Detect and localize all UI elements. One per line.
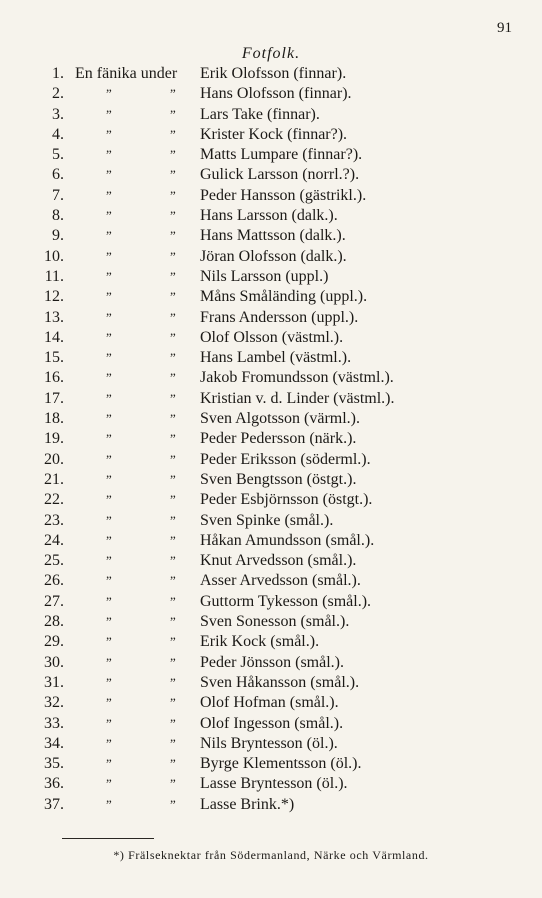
commander-name: Jakob Fromundsson (västml.). [200,369,394,387]
ditto-mark: ” [106,431,112,447]
section-heading: Fotfolk. [241,45,301,62]
row-number: 35. [44,755,64,773]
ditto-mark: ” [170,796,176,812]
commander-name: Lars Take (finnar). [200,105,320,123]
row-number: 16. [44,369,64,387]
roster-row [0,389,542,409]
roster-row [0,308,542,328]
row-number: 28. [44,613,64,631]
row-number: 22. [44,491,64,509]
ditto-mark: ” [106,309,112,325]
ditto-mark: ” [106,208,112,224]
row-number: 9. [52,227,64,245]
ditto-mark: ” [106,451,112,467]
ditto-mark: ” [170,553,176,569]
roster-list [0,64,542,815]
ditto-mark: ” [170,471,176,487]
roster-row [0,632,542,652]
roster-row [0,287,542,307]
ditto-mark: ” [106,593,112,609]
row-number: 2. [52,85,64,103]
ditto-mark: ” [106,86,112,102]
commander-name: Hans Lambel (västml.). [200,349,352,367]
ditto-mark: ” [106,187,112,203]
commander-name: Håkan Amundsson (smål.). [200,531,375,549]
ditto-mark: ” [170,106,176,122]
ditto-mark: ” [106,228,112,244]
row-number: 23. [44,511,64,529]
roster-row [0,206,542,226]
commander-name: Olof Olsson (västml.). [200,328,344,346]
row-number: 8. [52,207,64,225]
ditto-mark: ” [170,634,176,650]
row-number: 1. [52,65,64,82]
row-number: 29. [44,633,64,651]
row-number: 15. [44,349,64,367]
ditto-mark: ” [106,350,112,366]
roster-row [0,673,542,693]
roster-row [0,429,542,449]
roster-row [0,247,542,267]
roster-row [0,612,542,632]
roster-row [0,795,542,815]
row-number: 25. [44,552,64,570]
row-number: 5. [52,146,64,164]
ditto-mark: ” [170,208,176,224]
ditto-mark: ” [106,471,112,487]
page-number: 91 [497,20,512,36]
row-number: 18. [44,410,64,428]
commander-name: Asser Arvedsson (smål.). [200,572,361,590]
commander-name: Knut Arvedsson (smål.). [200,552,357,570]
row-number: 26. [44,572,64,590]
ditto-mark: ” [170,248,176,264]
ditto-mark: ” [106,553,112,569]
ditto-mark: ” [106,106,112,122]
footnote-rule [62,838,154,839]
roster-row [0,734,542,754]
ditto-mark: ” [106,674,112,690]
commander-name: Peder Hansson (gästrikl.). [200,186,367,204]
row-number: 24. [44,531,64,549]
commander-name: Erik Kock (smål.). [200,633,320,651]
roster-row [0,84,542,104]
roster-row [0,409,542,429]
ditto-mark: ” [170,695,176,711]
roster-row [0,226,542,246]
rank-text: En fänika under [75,65,178,82]
ditto-mark: ” [106,390,112,406]
row-number: 14. [44,328,64,346]
ditto-mark: ” [170,735,176,751]
roster-row [0,592,542,612]
row-number: 11. [44,267,64,285]
commander-name: Nils Larsson (uppl.) [200,267,329,285]
row-number: 32. [44,694,64,712]
ditto-mark: ” [106,695,112,711]
ditto-mark: ” [106,614,112,630]
ditto-mark: ” [170,674,176,690]
commander-name: Sven Håkansson (smål.). [200,673,360,691]
ditto-mark: ” [170,167,176,183]
ditto-mark: ” [106,329,112,345]
footnote: *) Frälseknektar från Södermanland, Närke och Värmland. [113,848,429,862]
ditto-mark: ” [170,329,176,345]
ditto-mark: ” [170,86,176,102]
row-number: 34. [44,734,64,752]
commander-name: Peder Pedersson (närk.). [200,430,357,448]
row-number: 7. [52,186,64,204]
ditto-mark: ” [106,248,112,264]
ditto-mark: ” [170,573,176,589]
commander-name: Lasse Brink.*) [200,795,295,813]
ditto-mark: ” [170,431,176,447]
ditto-mark: ” [106,715,112,731]
ditto-mark: ” [106,126,112,142]
roster-row [0,64,542,84]
row-number: 30. [44,653,64,671]
roster-row [0,328,542,348]
ditto-mark: ” [170,411,176,427]
ditto-mark: ” [170,654,176,670]
commander-name: Erik Olofsson (finnar). [200,65,347,82]
row-number: 20. [44,450,64,468]
ditto-mark: ” [106,532,112,548]
roster-row [0,267,542,287]
ditto-mark: ” [106,654,112,670]
roster-row [0,165,542,185]
roster-row [0,653,542,673]
commander-name: Nils Bryntesson (öl.). [200,734,338,752]
ditto-mark: ” [170,370,176,386]
commander-name: Guttorm Tykesson (smål.). [200,592,372,610]
commander-name: Olof Hofman (smål.). [200,694,339,712]
row-number: 4. [52,125,64,143]
ditto-mark: ” [106,268,112,284]
ditto-mark: ” [170,593,176,609]
commander-name: Byrge Klementsson (öl.). [200,755,362,773]
ditto-mark: ” [106,512,112,528]
row-number: 3. [52,105,64,123]
row-number: 37. [44,795,64,813]
commander-name: Peder Eriksson (söderml.). [200,450,371,468]
row-number: 31. [44,673,64,691]
roster-row [0,105,542,125]
row-number: 33. [44,714,64,732]
ditto-mark: ” [106,370,112,386]
commander-name: Matts Lumpare (finnar?). [200,146,363,164]
ditto-mark: ” [106,289,112,305]
commander-name: Olof Ingesson (smål.). [200,714,344,732]
ditto-mark: ” [170,776,176,792]
ditto-mark: ” [170,147,176,163]
roster-row [0,551,542,571]
roster-row [0,125,542,145]
ditto-mark: ” [170,289,176,305]
ditto-mark: ” [106,492,112,508]
commander-name: Jöran Olofsson (dalk.). [200,247,347,265]
ditto-mark: ” [170,390,176,406]
roster-row [0,186,542,206]
row-number: 36. [44,775,64,793]
row-number: 21. [44,470,64,488]
roster-row [0,368,542,388]
ditto-mark: ” [106,167,112,183]
ditto-mark: ” [170,268,176,284]
ditto-mark: ” [170,532,176,548]
roster-row [0,774,542,794]
commander-name: Hans Olofsson (finnar). [200,85,352,103]
row-number: 10. [44,247,64,265]
roster-row [0,450,542,470]
ditto-mark: ” [170,614,176,630]
roster-row [0,531,542,551]
roster-row [0,145,542,165]
ditto-mark: ” [170,492,176,508]
ditto-mark: ” [170,228,176,244]
ditto-mark: ” [170,350,176,366]
ditto-mark: ” [106,573,112,589]
roster-row [0,511,542,531]
commander-name: Sven Spinke (smål.). [200,511,334,529]
row-number: 27. [44,592,64,610]
roster-row [0,470,542,490]
row-number: 17. [44,389,64,407]
commander-name: Peder Esbjörnsson (östgt.). [200,491,373,509]
commander-name: Hans Mattsson (dalk.). [200,227,346,245]
ditto-mark: ” [106,756,112,772]
row-number: 12. [44,288,64,306]
ditto-mark: ” [106,147,112,163]
ditto-mark: ” [170,187,176,203]
commander-name: Måns Småländing (uppl.). [200,288,368,306]
commander-name: Sven Bengtsson (östgt.). [200,470,357,488]
ditto-mark: ” [170,126,176,142]
commander-name: Peder Jönsson (smål.). [200,653,344,671]
commander-name: Krister Kock (finnar?). [200,125,348,143]
commander-name: Sven Algotsson (värml.). [200,410,360,428]
ditto-mark: ” [170,451,176,467]
row-number: 13. [44,308,64,326]
commander-name: Kristian v. d. Linder (västml.). [200,389,395,407]
ditto-mark: ” [170,715,176,731]
ditto-mark: ” [170,512,176,528]
ditto-mark: ” [170,309,176,325]
ditto-mark: ” [106,776,112,792]
roster-row [0,693,542,713]
roster-row [0,571,542,591]
row-number: 6. [52,166,64,184]
ditto-mark: ” [106,411,112,427]
commander-name: Lasse Bryntesson (öl.). [200,775,348,793]
roster-row [0,490,542,510]
commander-name: Frans Andersson (uppl.). [200,308,359,326]
roster-row [0,754,542,774]
roster-row [0,714,542,734]
commander-name: Sven Sonesson (smål.). [200,613,350,631]
ditto-mark: ” [106,735,112,751]
commander-name: Gulick Larsson (norrl.?). [200,166,360,184]
ditto-mark: ” [170,756,176,772]
commander-name: Hans Larsson (dalk.). [200,207,338,225]
roster-row [0,348,542,368]
row-number: 19. [44,430,64,448]
ditto-mark: ” [106,634,112,650]
ditto-mark: ” [106,796,112,812]
